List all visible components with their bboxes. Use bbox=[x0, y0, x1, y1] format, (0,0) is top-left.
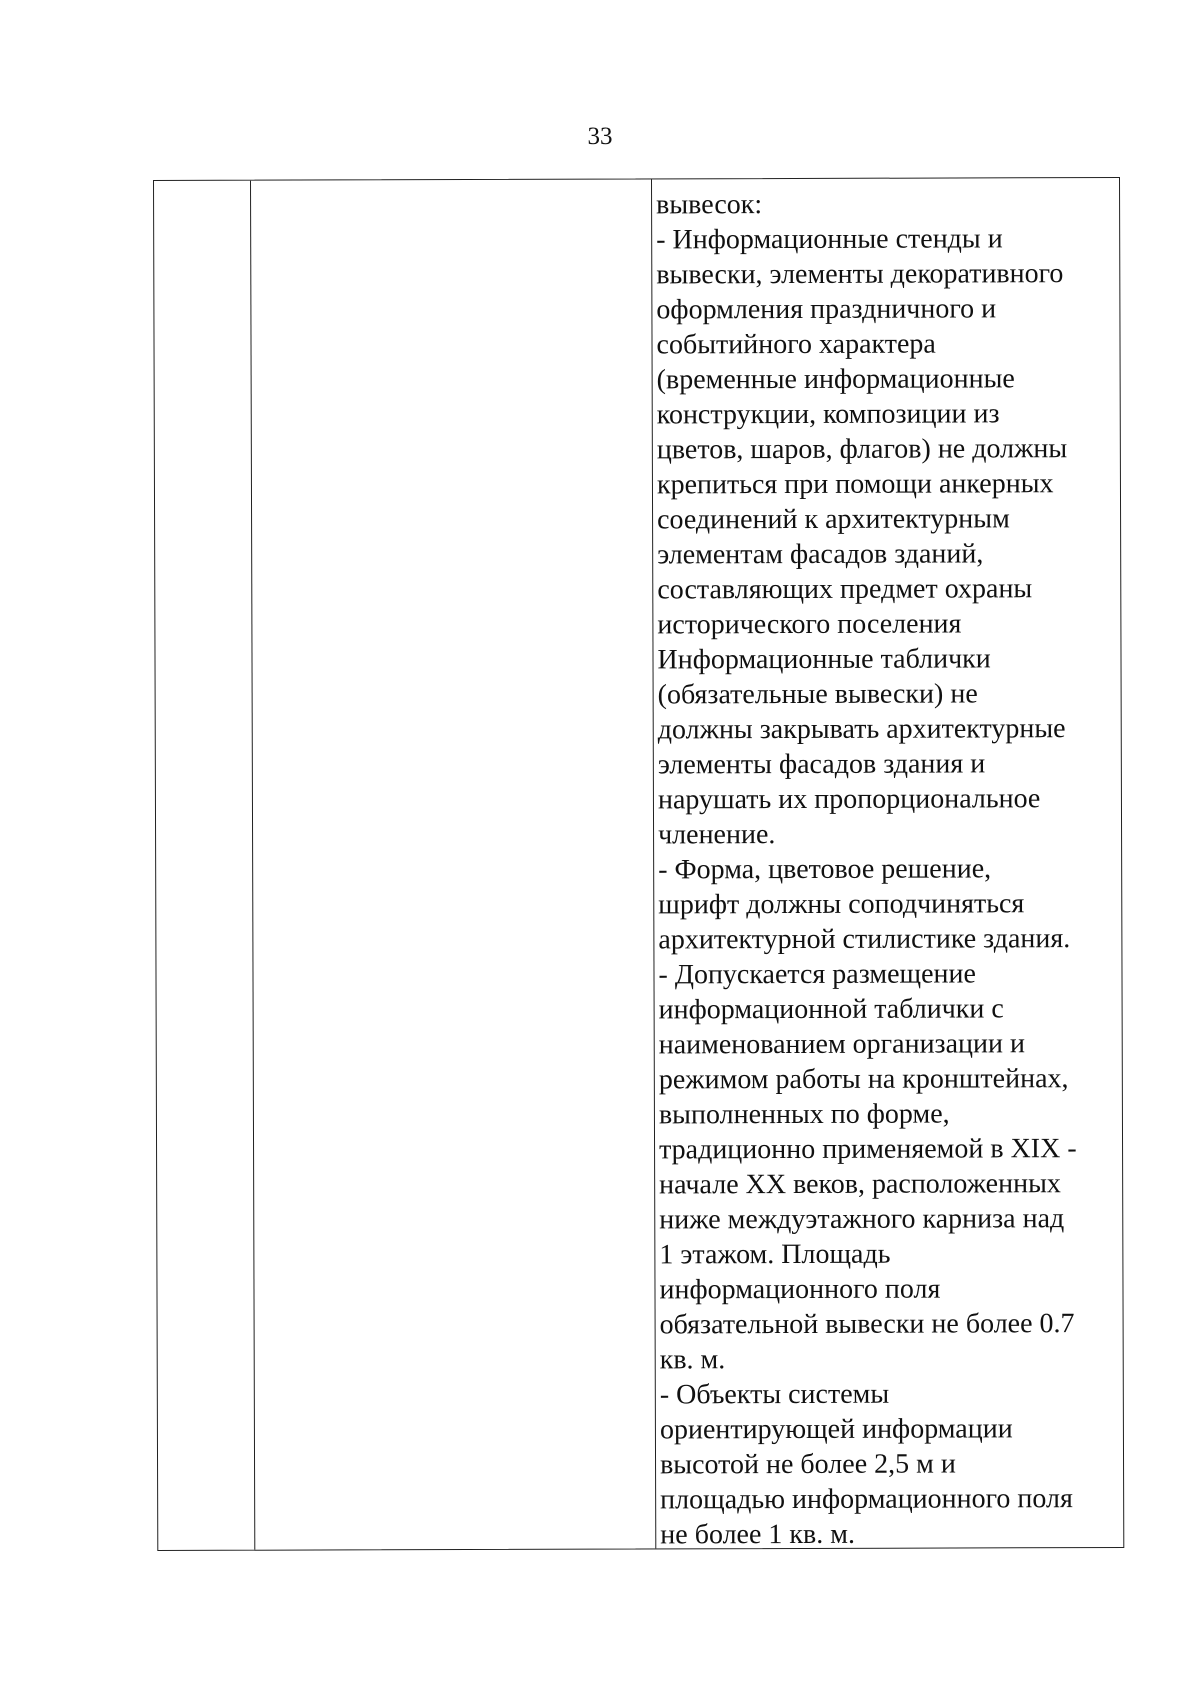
text-line: соединений к архитектурным bbox=[657, 503, 1010, 536]
text-line: 1 этажом. Площадь bbox=[659, 1238, 891, 1271]
text-line: высотой не более 2,5 м и bbox=[659, 1448, 956, 1481]
text-line: оформления праздничного и bbox=[656, 293, 997, 326]
page-number: 33 bbox=[587, 123, 613, 150]
text-line: членение. bbox=[658, 819, 776, 851]
text-line: информационной таблички с bbox=[658, 993, 1004, 1026]
text-line: составляющих предмет охраны bbox=[657, 573, 1033, 606]
table-cell-column-1 bbox=[154, 181, 255, 1550]
text-line: площадью информационного поля bbox=[660, 1483, 1073, 1516]
text-line: выполненных по форме, bbox=[658, 1098, 950, 1131]
text-line: вывески, элементы декоративного bbox=[656, 258, 1064, 291]
text-line: ниже междуэтажного карниза над bbox=[659, 1203, 1065, 1236]
text-line: (обязательные вывески) не bbox=[657, 678, 978, 711]
text-line: наименованием организации и bbox=[658, 1028, 1026, 1061]
text-line: Информационные таблички bbox=[657, 643, 991, 676]
text-line: кв. м. bbox=[659, 1344, 726, 1376]
text-line: начале XX веков, расположенных bbox=[659, 1168, 1061, 1201]
text-line: элементы фасадов здания и bbox=[657, 748, 986, 781]
text-line: - Объекты системы bbox=[659, 1378, 890, 1411]
text-line: - Допускается размещение bbox=[658, 958, 976, 991]
text-line: цветов, шаров, флагов) не должны bbox=[656, 433, 1068, 466]
text-line: режимом работы на кронштейнах, bbox=[658, 1063, 1069, 1096]
text-line: информационного поля bbox=[659, 1273, 941, 1306]
text-line: архитектурной стилистике здания. bbox=[658, 923, 1071, 956]
text-line: - Информационные стенды и bbox=[656, 223, 1003, 256]
text-line: вывесок: bbox=[656, 189, 763, 221]
text-line: традиционно применяемой в XIX - bbox=[659, 1133, 1077, 1166]
text-line: не более 1 кв. м. bbox=[660, 1518, 855, 1551]
text-line: обязательной вывески не более 0.7 bbox=[659, 1308, 1075, 1341]
text-line: событийного характера bbox=[656, 328, 936, 361]
regulation-table bbox=[153, 177, 1124, 1551]
text-line: исторического поселения bbox=[657, 608, 962, 641]
table-cell-column-3 bbox=[652, 178, 1123, 1551]
text-line: должны закрывать архитектурные bbox=[657, 713, 1066, 746]
text-line: - Форма, цветовое решение, bbox=[658, 853, 992, 886]
text-line: нарушать их пропорциональное bbox=[657, 783, 1041, 816]
text-line: элементам фасадов зданий, bbox=[657, 538, 984, 571]
text-line: ориентирующей информации bbox=[659, 1413, 1013, 1446]
text-line: (временные информационные bbox=[656, 363, 1015, 396]
table-cell-column-2 bbox=[251, 179, 656, 1549]
text-line: шрифт должны соподчиняться bbox=[658, 888, 1025, 921]
text-line: крепиться при помощи анкерных bbox=[656, 468, 1054, 501]
text-line: конструкции, композиции из bbox=[656, 398, 1000, 431]
